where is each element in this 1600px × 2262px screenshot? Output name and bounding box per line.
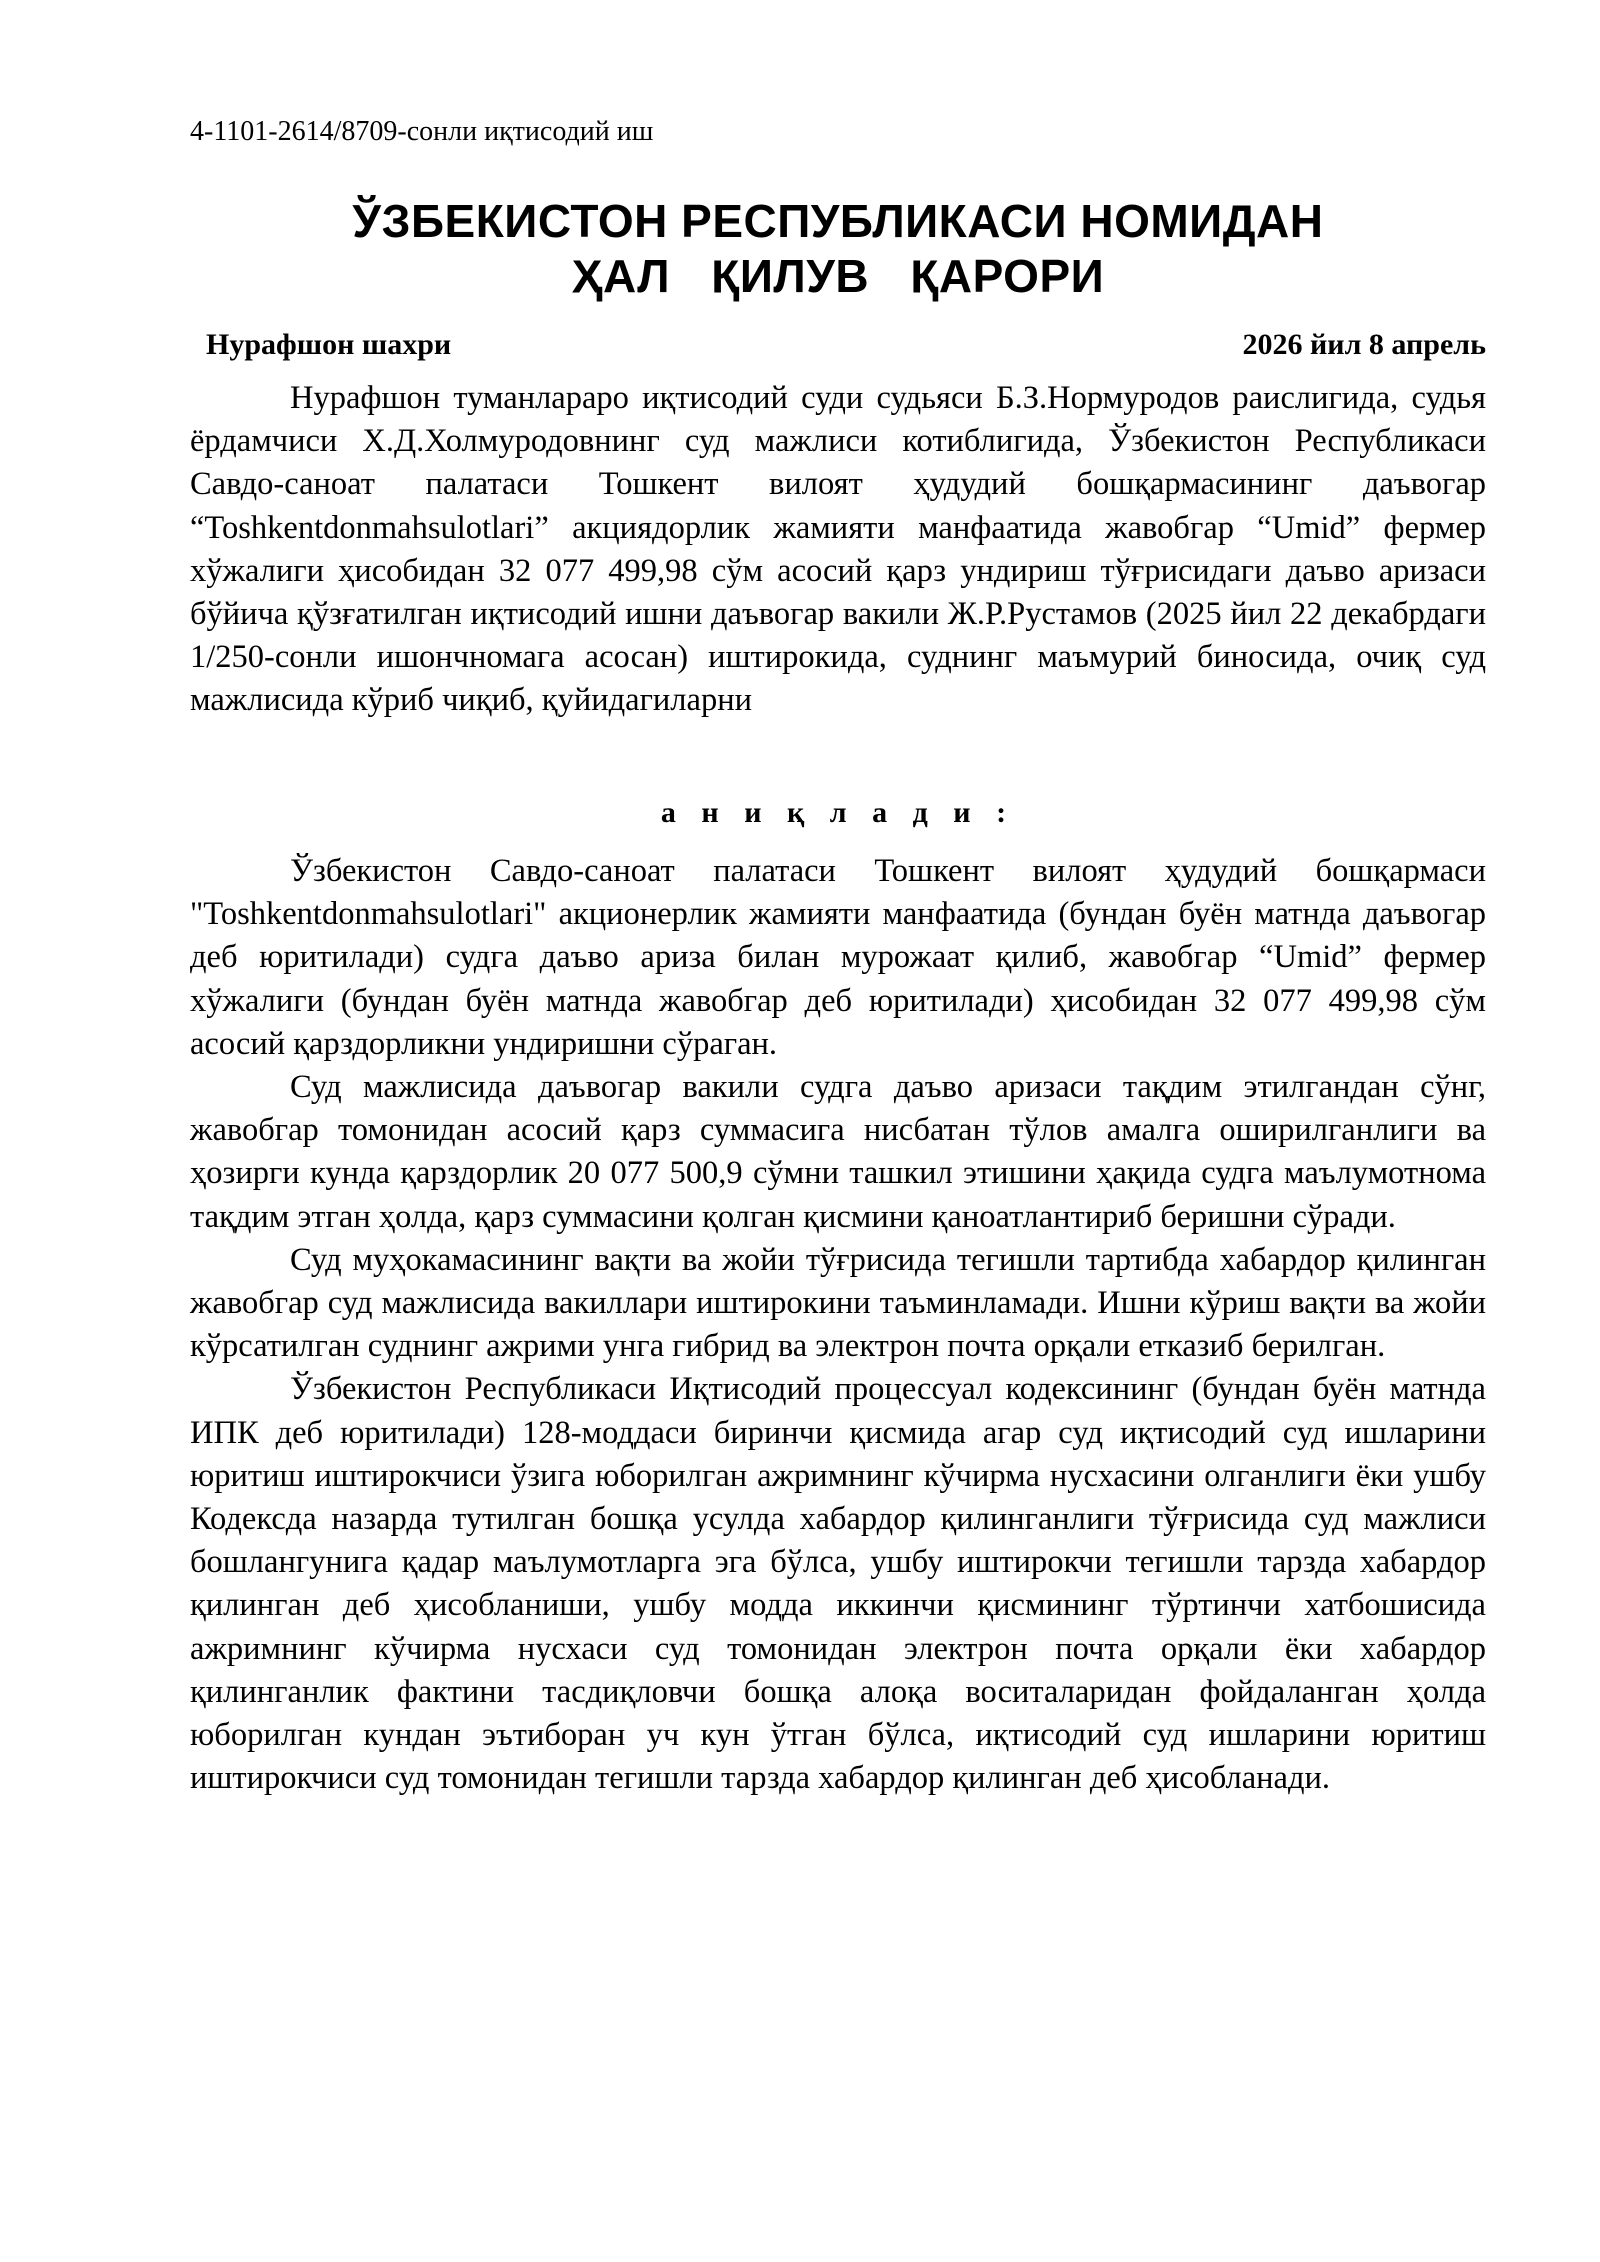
section-heading: а н и қ л а д и : xyxy=(660,796,1016,829)
title-line-2: ҲАЛ ҚИЛУВ ҚАРОРИ xyxy=(571,250,1105,302)
paragraph: Суд муҳокамасининг вақти ва жойи тўғрисида тегишли тартибда хабардор қилинган жавобгар суд мажлисида вакиллари иштирокини таъминламади. Ишни кўриш вақти ва жойи кўрсатилган суднинг ажрими унга гибрид ва электрон почта орқали етказиб берилган. xyxy=(190,1241,1486,1365)
place: Нурафшон шахри xyxy=(206,328,452,361)
paragraph: Ўзбекистон Республикаси Иқтисодий процессуал кодексининг (бундан буён матнда ИПК деб юритилади) 128-моддаси биринчи қисмида агар суд иқтисодий суд ишларини юритиш иштирокчиси ўзига юборилган ажримнинг кўчирма нусхасини олганлиги ёки ушбу Кодексда назарда тутилган бошқа усулда хабардор қилинганлиги тўғрисида суд мажлиси бошлангунига қадар маълумотларга эга бўлса, ушбу иштирокчи тегишли тарзда хабардор қилинган деб ҳисобланиши, ушбу модда иккинчи қисмининг тўртинчи хатбошисида ажримнинг кўчирма нусхаси суд томонидан электрон почта орқали ёки хабардор қилинганлик фактини тасдиқловчи бошқа алоқа воситаларидан фойдаланган ҳолда юборилган кундан эътиборан уч кун ўтган бўлса, иқтисодий суд ишларини юритиш иштирокчиси суд томонидан тегишли тарзда хабардор қилинган деб ҳисобланади. xyxy=(190,1371,1486,1797)
title-line-1: ЎЗБЕКИСТОН РЕСПУБЛИКАСИ НОМИДАН xyxy=(352,195,1324,247)
date: 2026 йил 8 апрель xyxy=(1242,328,1486,361)
intro-block xyxy=(190,377,1486,723)
paragraph: Ўзбекистон Савдо-саноат палатаси Тошкент вилоят ҳудудий бошқармаси "Toshkentdonmahsulotlari" акционерлик жамияти манфаатида (бундан буён матнда даъвогар деб юритилади) судга даъво ариза билан мурожаат қилиб, жавобгар “Umid” фермер хўжалиги (бундан буён матнда жавобгар деб юритилади) ҳисобидан 32 077 499,98 сўм асосий қарздорликни ундиришни сўраган. xyxy=(190,853,1486,1062)
intro-paragraph: Нурафшон туманлараро иқтисодий суди судьяси Б.З.Нормуродов раислигида, судья ёрдамчиси Х.Д.Холмуродовнинг суд мажлиси котиблигида, Ўзбекистон Республикаси Савдо-саноат палатаси Тошкент вилоят ҳудудий бошқармасининг даъвогар “Toshkentdonmahsulotlari” акциядорлик жамияти манфаатида жавобгар “Umid” фермер хўжалиги ҳисобидан 32 077 499,98 сўм асосий қарз ундириш тўғрисидаги даъво аризаси бўйича қўзғатилган иқтисодий ишни даъвогар вакили Ж.Р.Рустамов (2025 йил 22 декабрдаги 1/250-сонли ишончномага асосан) иштирокида, суднинг маъмурий биносида, очиқ суд мажлисида кўриб чиқиб, қуйидагиларни xyxy=(190,380,1486,719)
findings-block xyxy=(190,850,1486,1800)
case-number: 4-1101-2614/8709-сонли иқтисодий иш xyxy=(190,116,654,147)
paragraph: Суд мажлисида даъвогар вакили судга даъво аризаси тақдим этилгандан сўнг, жавобгар томонидан асосий қарз суммасига нисбатан тўлов амалга оширилганлиги ва ҳозирги кунда қарздорлик 20 077 500,9 сўмни ташкил этишини ҳақида судга маълумотнома тақдим этган ҳолда, қарз суммасини қолган қисмини қаноатлантириб беришни сўради. xyxy=(190,1069,1486,1235)
